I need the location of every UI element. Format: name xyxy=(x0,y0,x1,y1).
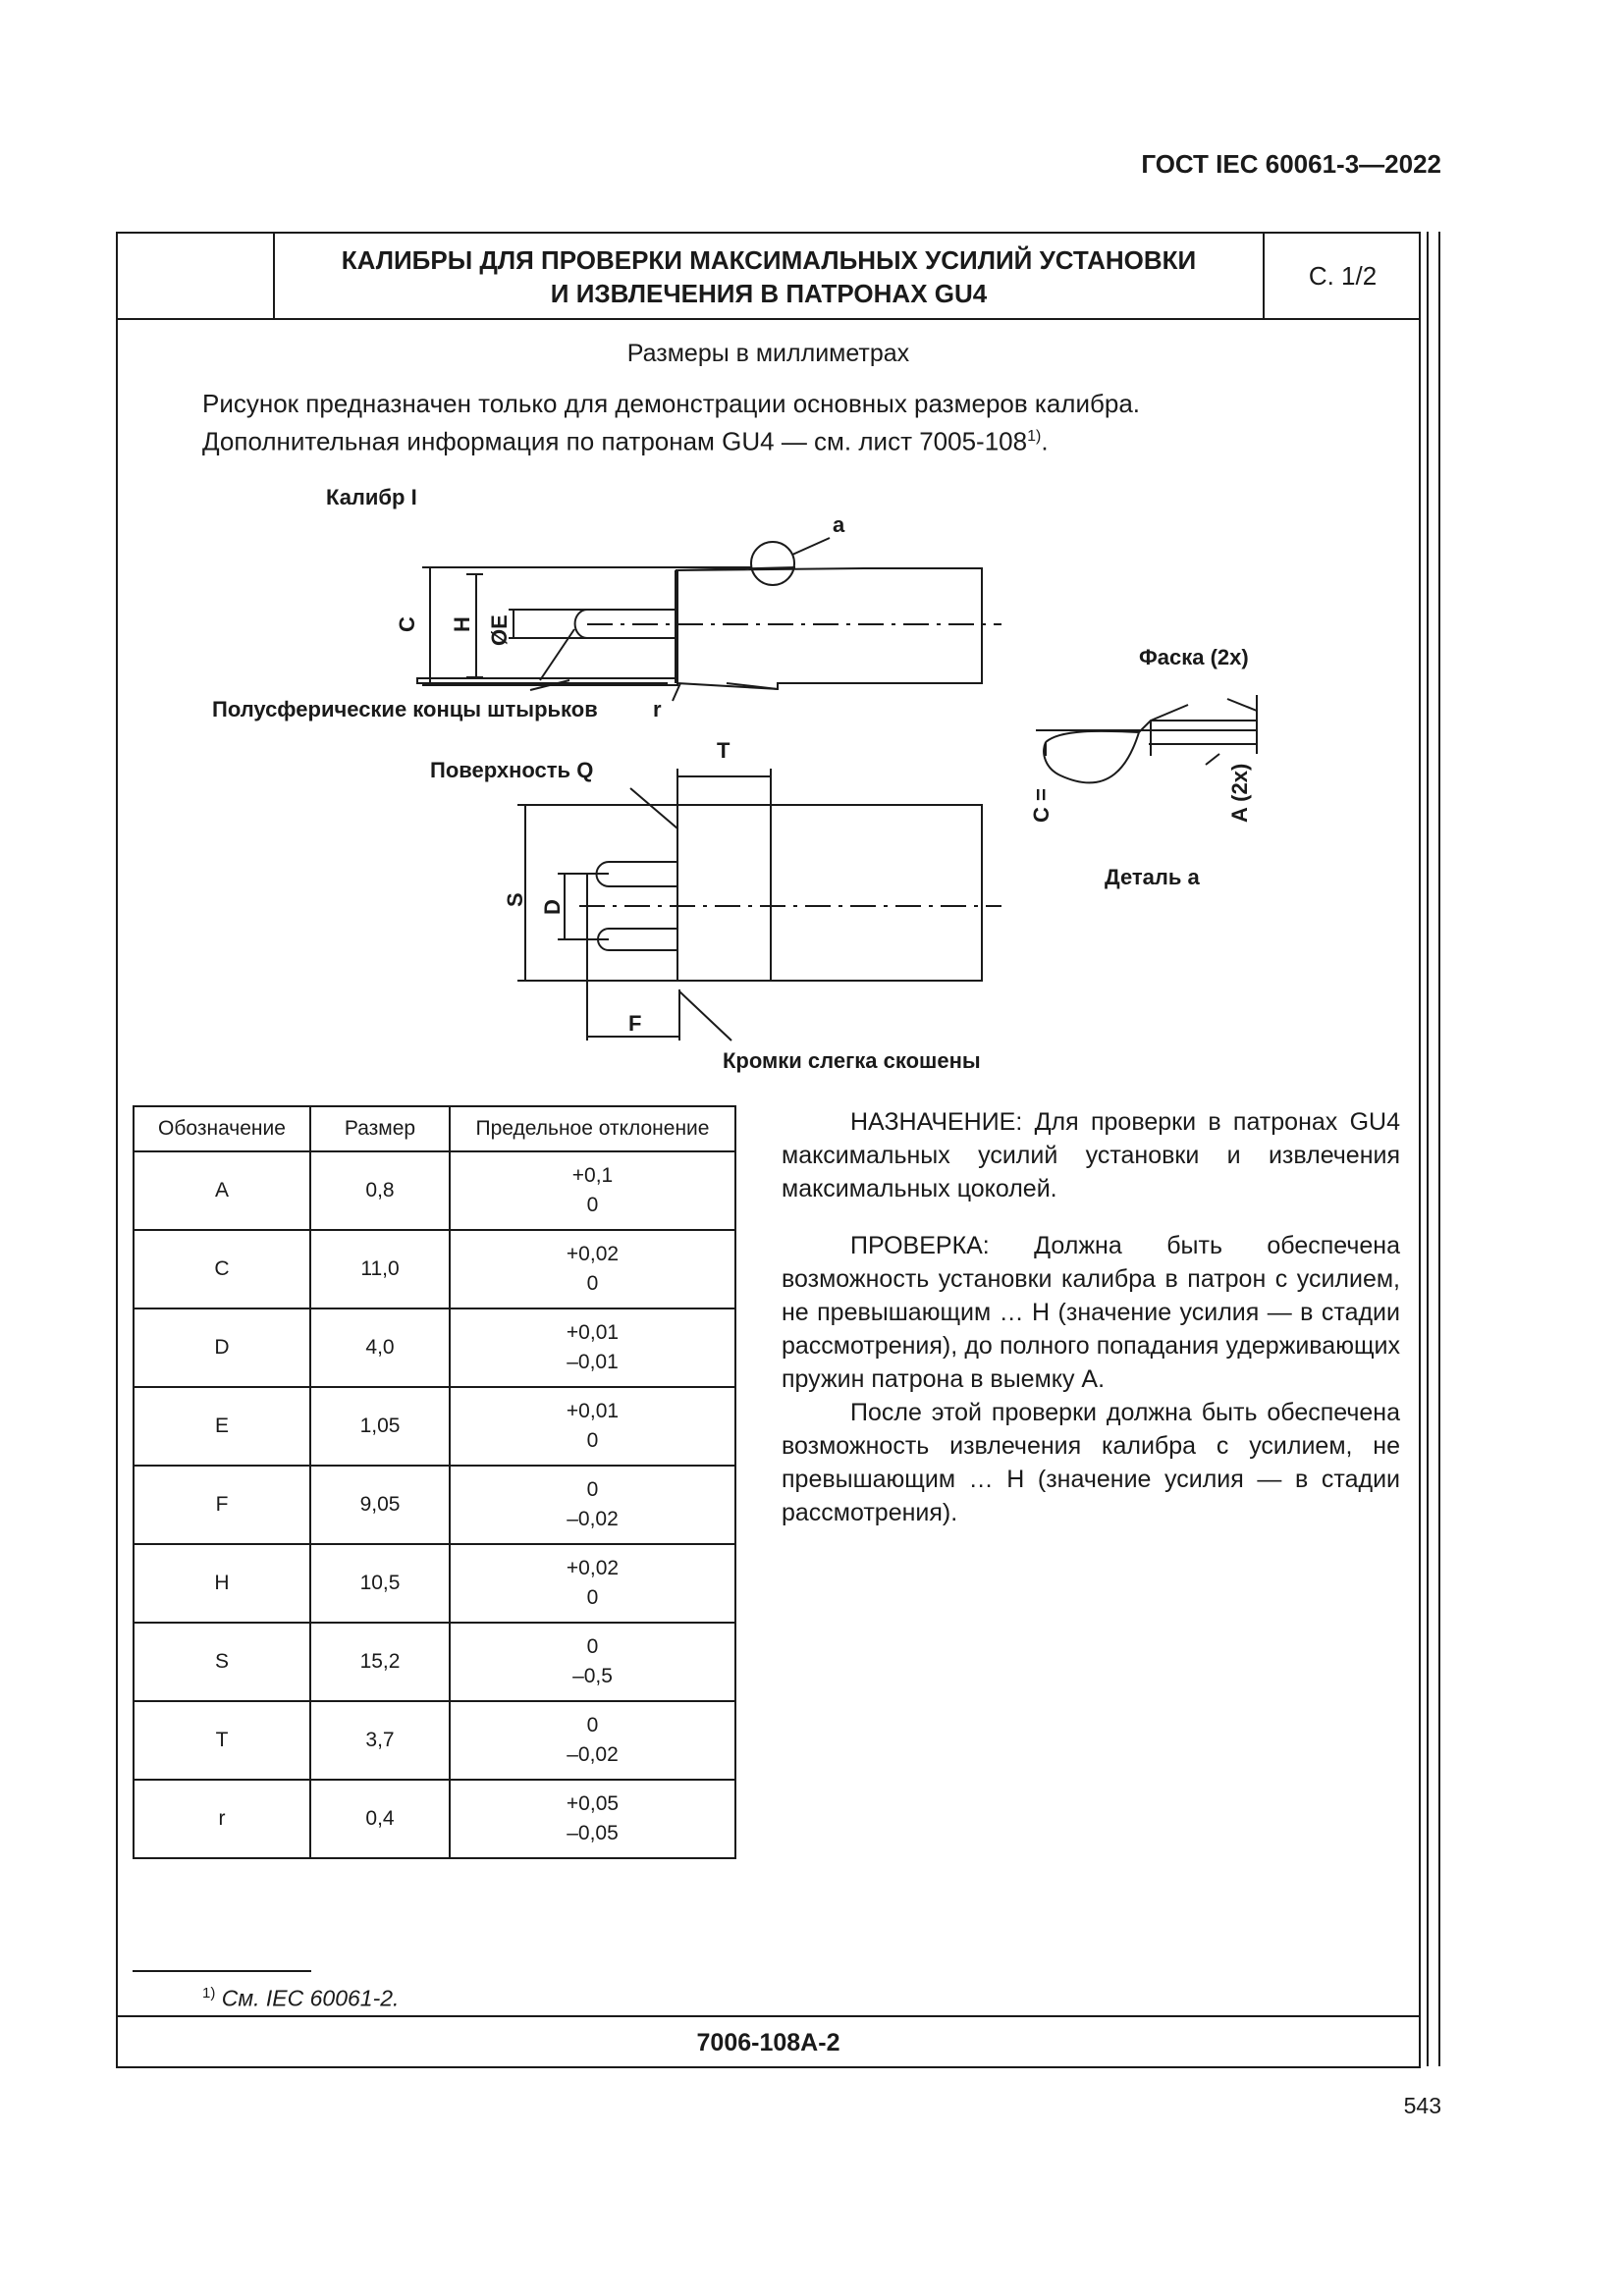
cell-symbol: T xyxy=(134,1701,310,1780)
page-number: 543 xyxy=(1403,2093,1441,2118)
gauge-lower-lower-pin xyxy=(598,929,677,950)
tolerance-upper: 0 xyxy=(586,1635,599,1658)
gauge-drawing xyxy=(118,234,1419,1097)
tolerance-upper: +0,05 xyxy=(566,1792,620,1815)
cell-symbol: H xyxy=(134,1544,310,1623)
dim-label-D: D xyxy=(540,899,565,915)
edges-note: Кромки слегка скошены xyxy=(723,1048,981,1073)
table-header-row xyxy=(134,1106,735,1151)
cell-size: 4,0 xyxy=(310,1308,450,1387)
cell-symbol: C xyxy=(134,1230,310,1308)
tolerance-lower: 0 xyxy=(586,1272,599,1295)
intro-line1: Рисунок предназначен только для демонстрации основных размеров калибра. xyxy=(202,389,1141,418)
dim-label-E: ØE xyxy=(487,614,512,646)
dim-label-C: C xyxy=(395,616,419,632)
check-paragraph-1: ПРОВЕРКА: Должна быть обеспечена возможность установки калибра в патрон с усилием, не превышающим … Н (значение усилия — в стадии рассмотрения), до полного попадания удерживающих пружин патрона в выемку А. xyxy=(782,1232,1400,1393)
cell-symbol: r xyxy=(134,1780,310,1858)
tolerance-lower: 0 xyxy=(586,1194,599,1216)
intro-line2: Дополнительная информация по патронам GU4 — см. лист 7005-108$^{1)}$. xyxy=(202,426,1049,456)
footnote xyxy=(202,1985,399,2012)
cell-tolerance xyxy=(450,1308,735,1387)
cell-tolerance xyxy=(450,1780,735,1858)
purpose-paragraph: НАЗНАЧЕНИЕ: Для проверки в патронах GU4 максимальных усилий установки и извлечения максимальных цоколей. xyxy=(782,1108,1400,1202)
dim-label-F: F xyxy=(628,1011,642,1036)
cell-tolerance xyxy=(450,1701,735,1780)
tolerance-upper: +0,01 xyxy=(566,1400,620,1422)
detail-A-label: A (2x) xyxy=(1227,763,1252,823)
tolerance-lower: 0 xyxy=(586,1429,599,1452)
purpose-text xyxy=(782,1105,1400,1529)
cell-symbol: E xyxy=(134,1387,310,1466)
dim-label-H: H xyxy=(450,616,474,632)
col-header-tolerance: Предельное отклонение xyxy=(450,1106,735,1151)
cell-symbol: S xyxy=(134,1623,310,1701)
gauge-lower-body xyxy=(677,805,982,981)
tolerance-lower: –0,02 xyxy=(567,1508,619,1530)
table-row xyxy=(134,1308,735,1387)
tolerance-lower: –0,5 xyxy=(572,1665,613,1687)
tolerance-upper: +0,1 xyxy=(571,1164,614,1187)
cell-size: 10,5 xyxy=(310,1544,450,1623)
sheet-code: 7006-108A-2 xyxy=(118,2015,1419,2068)
table-row xyxy=(134,1466,735,1544)
hemispherical-ends-label: Полусферические концы штырьков xyxy=(212,697,598,721)
dimensions-table xyxy=(133,1105,736,1859)
table-row xyxy=(134,1230,735,1308)
cell-symbol: F xyxy=(134,1466,310,1544)
table-row xyxy=(134,1701,735,1780)
tolerance-lower: 0 xyxy=(586,1586,599,1609)
cell-tolerance xyxy=(450,1387,735,1466)
table-body xyxy=(134,1151,735,1858)
cell-tolerance xyxy=(450,1151,735,1230)
detail-a-title: Деталь а xyxy=(1105,865,1200,889)
standard-header: ГОСТ IEC 60061-3—2022 xyxy=(1141,149,1441,179)
cell-size: 0,4 xyxy=(310,1780,450,1858)
cell-tolerance xyxy=(450,1623,735,1701)
dim-label-S: S xyxy=(503,892,527,907)
sheet-frame xyxy=(116,232,1421,2068)
table-row xyxy=(134,1544,735,1623)
col-header-symbol: Обозначение xyxy=(134,1106,310,1151)
tolerance-upper: 0 xyxy=(586,1478,599,1501)
units-note: Размеры в миллиметрах xyxy=(626,340,910,367)
cell-size: 9,05 xyxy=(310,1466,450,1544)
sheet-number: С. 1/2 xyxy=(1308,261,1378,291)
table-row xyxy=(134,1623,735,1701)
gauge-upper-outline xyxy=(676,567,982,689)
footnote-rule xyxy=(133,1970,311,1972)
detail-C-label: C = xyxy=(1029,788,1054,823)
cell-size: 15,2 xyxy=(310,1623,450,1701)
sheet-title-line2: И ИЗВЛЕЧЕНИЯ В ПАТРОНАХ GU4 xyxy=(550,279,988,308)
frame-double-line-1 xyxy=(1427,232,1429,2066)
sheet-title-line1: КАЛИБРЫ ДЛЯ ПРОВЕРКИ МАКСИМАЛЬНЫХ УСИЛИЙ УСТАНОВКИ xyxy=(341,245,1197,275)
tolerance-upper: +0,02 xyxy=(566,1243,620,1265)
frame-double-line-2 xyxy=(1438,232,1440,2066)
footnote-ref: 1) xyxy=(1027,428,1042,445)
gauge-label: Калибр I xyxy=(326,485,417,509)
radius-label: r xyxy=(653,697,662,721)
cell-size: 1,05 xyxy=(310,1387,450,1466)
table-row xyxy=(134,1780,735,1858)
cell-tolerance xyxy=(450,1466,735,1544)
drawing-labels xyxy=(212,485,1252,1073)
chamfer-label: Фаска (2x) xyxy=(1139,645,1249,669)
cell-tolerance xyxy=(450,1544,735,1623)
check-paragraph-2: После этой проверки должна быть обеспечена возможность извлечения калибра с усилием, не превышающим … Н (значение усилия — в стадии рассмотрения). xyxy=(782,1399,1400,1526)
detail-a-circle xyxy=(751,542,794,585)
tolerance-upper: 0 xyxy=(586,1714,599,1736)
tolerance-lower: –0,01 xyxy=(567,1351,619,1373)
tolerance-lower: –0,05 xyxy=(567,1822,619,1844)
detail-ref-a: a xyxy=(833,512,845,537)
dim-label-T: T xyxy=(717,738,730,763)
tolerance-lower: –0,02 xyxy=(567,1743,619,1766)
col-header-size: Размер xyxy=(310,1106,450,1151)
table-row xyxy=(134,1151,735,1230)
table-row xyxy=(134,1387,735,1466)
cell-size: 11,0 xyxy=(310,1230,450,1308)
surface-q-label: Поверхность Q xyxy=(430,758,594,782)
footnote-text: См. IEC 60061-2. xyxy=(221,1985,400,2011)
cell-symbol: A xyxy=(134,1151,310,1230)
footnote-mark: 1) xyxy=(202,1985,216,2002)
tolerance-upper: +0,02 xyxy=(566,1557,620,1579)
cell-symbol: D xyxy=(134,1308,310,1387)
cell-size: 0,8 xyxy=(310,1151,450,1230)
tolerance-upper: +0,01 xyxy=(566,1321,620,1344)
cell-tolerance xyxy=(450,1230,735,1308)
cell-size: 3,7 xyxy=(310,1701,450,1780)
